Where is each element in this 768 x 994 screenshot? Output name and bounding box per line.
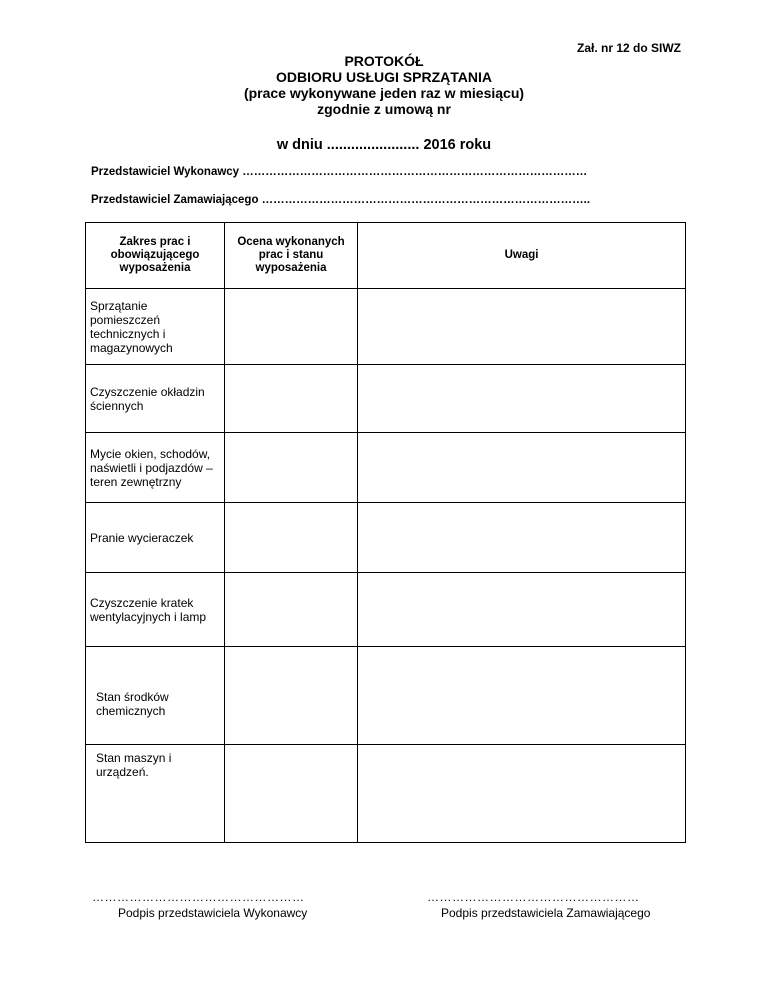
header-assessment: Ocena wykonanych prac i stanu wyposażenia bbox=[225, 223, 358, 289]
table-row bbox=[86, 647, 686, 745]
table-header-row bbox=[86, 223, 686, 289]
assessment-cell[interactable] bbox=[225, 365, 358, 433]
assessment-cell[interactable] bbox=[225, 647, 358, 745]
assessment-cell[interactable] bbox=[225, 745, 358, 843]
title-line-1: PROTOKÓŁ bbox=[344, 53, 424, 69]
assessment-cell[interactable] bbox=[225, 433, 358, 503]
title-line-3: (prace wykonywane jeden raz w miesiącu) bbox=[243, 85, 525, 101]
assessment-cell[interactable] bbox=[225, 289, 358, 365]
row-label: Czyszczenie okładzin ściennych bbox=[86, 365, 225, 433]
remarks-cell[interactable] bbox=[358, 647, 686, 745]
remarks-cell[interactable] bbox=[358, 365, 686, 433]
remarks-cell[interactable] bbox=[358, 745, 686, 843]
title-line-2: ODBIORU USŁUGI SPRZĄTANIA bbox=[276, 69, 492, 85]
table-row bbox=[86, 573, 686, 647]
contractor-representative-line: Przedstawiciel Wykonawcy ……………………………………………………………………………… bbox=[91, 166, 588, 178]
header-remarks: Uwagi bbox=[358, 223, 686, 289]
row-label: Stan maszyn i urządzeń. bbox=[86, 745, 225, 843]
contractor-signature-caption: Podpis przedstawiciela Wykonawcy bbox=[118, 906, 308, 920]
assessment-cell[interactable] bbox=[225, 573, 358, 647]
remarks-cell[interactable] bbox=[358, 503, 686, 573]
client-representative-line: Przedstawiciel Zamawiającego ………………………………………………………………………….. bbox=[91, 194, 591, 206]
assessment-cell[interactable] bbox=[225, 503, 358, 573]
client-signature-line: …………………………………………… bbox=[427, 890, 640, 904]
header-scope: Zakres prac i obowiązującego wyposażenia bbox=[86, 223, 225, 289]
contractor-signature bbox=[92, 890, 307, 920]
remarks-cell[interactable] bbox=[358, 433, 686, 503]
remarks-cell[interactable] bbox=[358, 573, 686, 647]
table-row bbox=[86, 745, 686, 843]
table-row bbox=[86, 503, 686, 573]
table-row bbox=[86, 433, 686, 503]
remarks-cell[interactable] bbox=[358, 289, 686, 365]
table-row bbox=[86, 365, 686, 433]
contractor-signature-line: …………………………………………… bbox=[92, 890, 305, 904]
title-line-4: zgodnie z umową nr bbox=[317, 101, 451, 117]
row-label: Pranie wycieraczek bbox=[86, 503, 225, 573]
row-label: Czyszczenie kratek wentylacyjnych i lamp bbox=[86, 573, 225, 647]
table-row bbox=[86, 289, 686, 365]
date-line: w dniu ....................... 2016 roku bbox=[276, 137, 492, 153]
document-title bbox=[0, 53, 768, 117]
work-assessment-table bbox=[85, 222, 686, 843]
row-label: Mycie okien, schodów, naświetli i podjazdów – teren zewnętrzny bbox=[86, 433, 225, 503]
client-signature-caption: Podpis przedstawiciela Zamawiającego bbox=[441, 906, 651, 920]
row-label: Stan środków chemicznych bbox=[86, 647, 225, 745]
client-signature bbox=[427, 890, 650, 920]
attachment-reference: Zał. nr 12 do SIWZ bbox=[576, 41, 681, 55]
row-label: Sprzątanie pomieszczeń technicznych i magazynowych bbox=[86, 289, 225, 365]
